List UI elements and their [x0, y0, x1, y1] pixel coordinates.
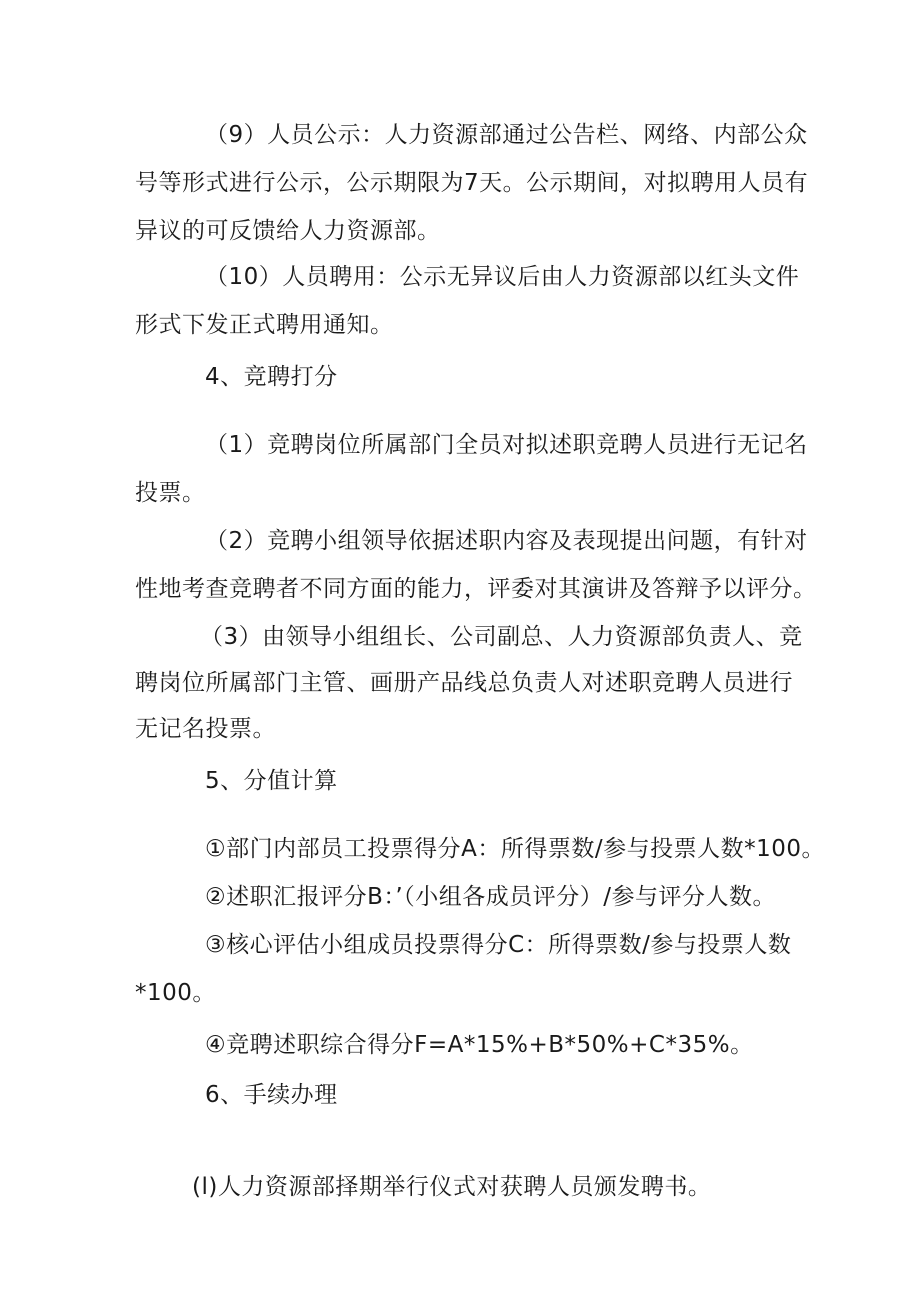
calc-item-b: ②述职汇报评分B：’（小组各成员评分）/参与评分人数。: [205, 884, 776, 910]
score-item-2-line-1: （2）竞聘小组领导依据述职内容及表现提出问题，有针对: [205, 528, 808, 554]
section-4-heading: 4、竞聘打分: [205, 364, 338, 390]
section-6-heading: 6、手续办理: [205, 1082, 338, 1108]
item-9-line-3: 异议的可反馈给人力资源部。: [135, 218, 441, 244]
item-10-line-1: （10）人员聘用：公示无异议后由人力资源部以红头文件: [205, 264, 800, 290]
score-item-3-line-1: （3）由领导小组组长、公司副总、人力资源部负责人、竞: [200, 624, 803, 650]
score-item-1-line-1: （1）竞聘岗位所属部门全员对拟述职竞聘人员进行无记名: [205, 432, 808, 458]
calc-item-f: ④竞聘述职综合得分F=A*15%+B*50%+C*35%。: [205, 1032, 754, 1058]
score-item-2-line-2: 性地考查竞聘者不同方面的能力，评委对其演讲及答辩予以评分。: [135, 576, 817, 602]
item-10-line-2: 形式下发正式聘用通知。: [135, 312, 394, 338]
item-9-line-2: 号等形式进行公示，公示期限为7天。公示期间，对拟聘用人员有: [135, 170, 809, 196]
procedure-item-1: (l)人力资源部择期举行仪式对获聘人员颁发聘书。: [192, 1174, 712, 1200]
score-item-3-line-2: 聘岗位所属部门主管、画册产品线总负责人对述职竞聘人员进行: [135, 670, 793, 696]
section-5-heading: 5、分值计算: [205, 768, 338, 794]
calc-item-c-line-1: ③核心评估小组成员投票得分C：所得票数/参与投票人数: [205, 932, 792, 958]
score-item-3-line-3: 无记名投票。: [135, 716, 276, 742]
calc-item-a: ①部门内部员工投票得分A：所得票数/参与投票人数*100。: [205, 836, 826, 862]
item-9-line-1: （9）人员公示：人力资源部通过公告栏、网络、内部公众: [205, 122, 808, 148]
score-item-1-line-2: 投票。: [135, 480, 206, 506]
calc-item-c-line-2: *100。: [135, 980, 216, 1006]
